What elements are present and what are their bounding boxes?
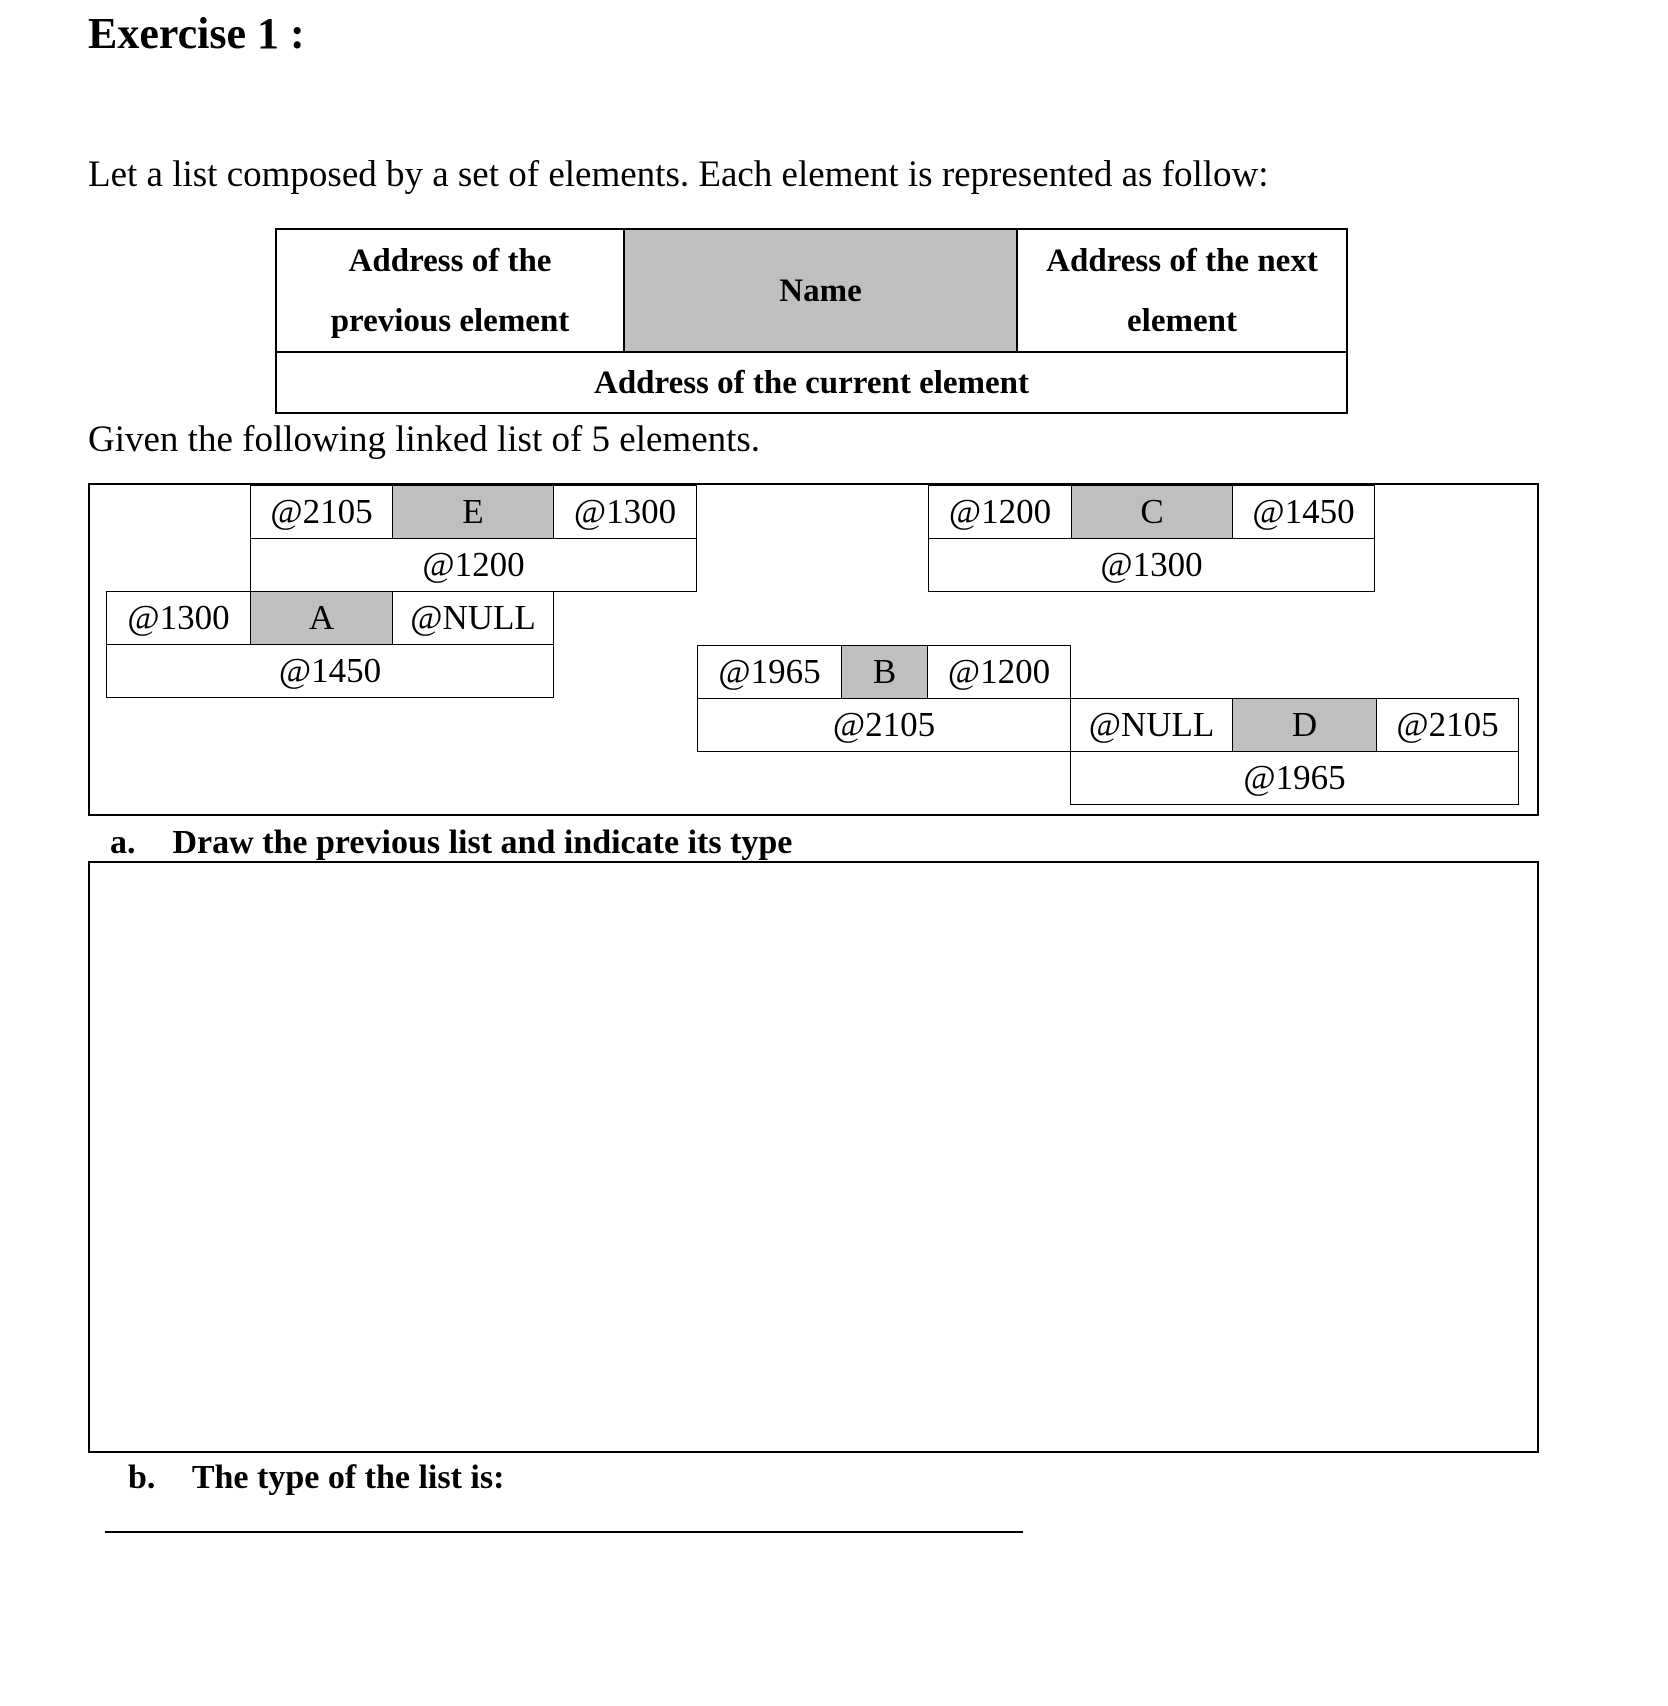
node-a-next: @NULL (392, 591, 554, 645)
node-b-name: B (841, 645, 928, 699)
linked-list-diagram (88, 483, 1539, 816)
node-d-name: D (1232, 698, 1377, 752)
drawing-area[interactable] (88, 861, 1539, 1453)
node-e-name: E (392, 485, 554, 539)
legend-next-address-cell (1018, 230, 1346, 353)
element-structure-table (275, 228, 1348, 414)
node-a-name: A (250, 591, 393, 645)
node-c-address: @1300 (928, 538, 1375, 592)
legend-prev-line1: Address of the (348, 242, 552, 279)
legend-next-line2: element (1127, 302, 1237, 339)
node-b-prev: @1965 (697, 645, 842, 699)
legend-name-cell (625, 230, 1018, 353)
legend-next-line1: Address of the next (1046, 242, 1318, 279)
legend-current-address-cell (277, 353, 1346, 412)
question-b-text: The type of the list is: (191, 1459, 505, 1496)
legend-current-label: Address of the current element (593, 364, 1030, 401)
question-a-marker: a. (110, 824, 136, 861)
node-e-prev: @2105 (250, 485, 393, 539)
node-d-address: @1965 (1070, 751, 1519, 805)
legend-prev-line2: previous element (330, 302, 570, 339)
legend-name-label: Name (779, 272, 862, 309)
node-a-address: @1450 (106, 644, 554, 698)
question-a (110, 820, 792, 866)
question-a-text: Draw the previous list and indicate its type (172, 824, 793, 861)
legend-previous-address-cell (277, 230, 625, 353)
node-e-address: @1200 (250, 538, 697, 592)
node-b-address: @2105 (697, 698, 1071, 752)
node-c-prev: @1200 (928, 485, 1072, 539)
node-c-next: @1450 (1232, 485, 1375, 539)
question-b (128, 1455, 504, 1501)
node-d-next: @2105 (1376, 698, 1519, 752)
given-text: Given the following linked list of 5 elements. (88, 419, 761, 460)
exercise-title: Exercise 1 : (88, 9, 305, 58)
node-a-prev: @1300 (106, 591, 251, 645)
answer-line[interactable] (105, 1531, 1023, 1533)
question-b-marker: b. (128, 1459, 156, 1496)
node-b-next: @1200 (927, 645, 1071, 699)
node-d-prev: @NULL (1070, 698, 1233, 752)
node-e-next: @1300 (553, 485, 697, 539)
intro-text: Let a list composed by a set of elements. Each element is represented as follow: (88, 154, 1269, 195)
node-c-name: C (1071, 485, 1233, 539)
